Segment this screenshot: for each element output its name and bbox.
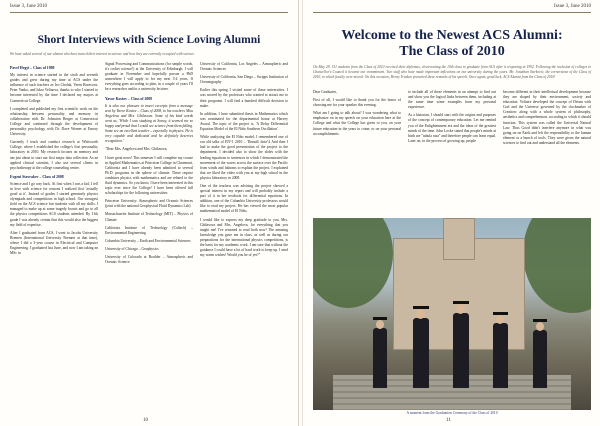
graduate-head <box>376 320 384 329</box>
graduate-head <box>536 322 544 331</box>
body-paragraph: Columbia University – Earth and Environmental Sciences <box>105 238 191 243</box>
graduate-cap <box>453 301 469 304</box>
body-paragraph: Signal Processing and Communications (for simple words, it's rocket science!) at the University of Edinburgh. I will graduate in November and hopefully pursue a PhD somewhere I will apply to for my next 3-4 years. If everything goes according to plan, in a couple of years I'll be a researcher and/or a university lecturer. <box>105 62 193 92</box>
body-paragraph: After I graduated from ACS, I went to Jacobs University Bremen (International University Bremen at that time), where I did a 3-year course in Electrical and Computer Engineering. I graduated last June, and now I am taking an MSc in <box>10 230 98 256</box>
body-paragraph: I completed and published my first scientific work on the relationship between personality and memory in collaboration with Dr. Johnston Berger at Connecticut College and continued through the development of personality psychology with Dr. Dave Werner at Emory University. <box>10 106 98 137</box>
body-paragraph: As a historian, I should start with the origins and purposes of the concept of contemporary education. Let me remind you of the Enlightenment era and the ideas of the greatest minds of the time. John Locke stated that people's minds at birth are "tabula rasa" and therefore people can learn equal. Later on, in the process of growing up, people <box>408 113 496 143</box>
section-subhead: Yavor Kostov – Class of 2008 <box>105 96 153 101</box>
body-paragraph: Massachusetts Institute of Technology (MIT) – Physics of Climate <box>105 212 193 222</box>
body-paragraph: Dear Graduates, <box>313 90 337 94</box>
graduate-head <box>416 309 425 319</box>
page-number-left: 10 <box>143 418 148 423</box>
tree <box>313 218 393 308</box>
graduate-figure <box>413 318 429 388</box>
graduate-cap <box>373 317 387 320</box>
header-rule <box>10 12 288 13</box>
body-paragraph: Earlier this spring I visited some of these universities. I was moved by the professors who wanted to attract me to their programs. I will find a hundred difficult decision to make. <box>200 88 288 108</box>
right-page-intro: On May 29, 151 students from the Class of 2010 received their diplomas, electrocuting the 10th class to graduate from ACS after it reopening in 1992. Following the inclusion of colleges in Chancellor's Council it became our commitment. Two staff who have made important inflections on our university during the years. Mr. Jonathan Sterkovic, the cornerstone of the Class of 2010, to which faculty were moved. On this occasion, Henry Truskov presented these remarks of his speech. Once again, good luck, ACS Alumni from the Class of 2010! <box>313 65 591 79</box>
body-paragraph: "Dear Mrs. Angelova and Mrs. Ghilasova, <box>105 147 168 152</box>
graduate-figure <box>493 323 508 388</box>
section-subhead: Pavel Hegyi – Class of 1998 <box>10 66 55 70</box>
right-column-1 <box>313 90 401 215</box>
body-paragraph: Princeton University: Atmospheric and Oceanic Sciences (joint with the national Geophysical Fluid Dynamics Lab) <box>105 199 193 209</box>
body-paragraph: First of all, I would like to thank you for the honor of choosing me for your speaker this evening. <box>313 98 401 108</box>
left-page-title: Short Interviews with Science Loving Alumni <box>37 34 261 46</box>
page-number-right: 11 <box>446 418 451 423</box>
graduation-photo <box>313 218 591 410</box>
graduate-cap <box>413 306 429 309</box>
photo-caption: A moment from the Graduation Ceremony of the Class of 2010 <box>406 411 498 415</box>
left-column-2 <box>105 62 193 402</box>
body-paragraph: I would like to express my deep gratitude to you, Mrs. Ghilasova and Mrs. Angelova, for everything that you taught me! I've returned to read both now! The amazing knowledge you gave me in class, as well as during our preparations for the international physics competitions, is the basis for my academic work. I am sure that without the guidance I could have a lot of hard work to keep up. I send my warm wishes! Would you be of yet?" <box>200 217 288 258</box>
right-column-3 <box>503 90 591 215</box>
body-paragraph: While analyzing the El Niño model, I remembered one of our old talks of EN^1 2010 – 'Donath' data^2 And then I had to make the good presentation of the project to the department. I decided also to show the slides with the leading equations to sentences in which I demonstrated the movement of the waves across the surface over the Pacific from winds and fathoms to explain the project. I explained that we liked the video with you at my high school in the physics laboratory in 2008. <box>200 135 288 180</box>
tree <box>523 218 591 313</box>
building-tower <box>443 218 475 260</box>
left-page-intro: We have asked several of our alumni who have turned their interest in science and how they are currently occupied with science. <box>10 52 195 56</box>
quote-paragraph: It is also our pleasure to insert excerpts from a message sent by Yavor Kostov – Class of 2008, to his teachers Miss Angelova and Mrs. Ghilasova. Some of his kind words went as, 'While I was studying at Sonoy, it seemed me so happy and proud that I could see science from them falling. Some see an excellent teacher – especially in physics. He is very capable and dedicated and he definitely deserves recognition.' <box>105 103 193 144</box>
body-paragraph: University of California, San Diego – Scripps Institution of Oceanography <box>200 75 288 85</box>
right-column-2 <box>408 90 496 215</box>
right-title-line-1: Welcome to the Newest ACS Alumni: <box>341 28 563 43</box>
header-rule <box>313 12 591 13</box>
graduate-figure <box>533 330 547 388</box>
graduate-head <box>456 304 465 314</box>
right-page-title <box>313 28 591 60</box>
left-column-3 <box>200 62 288 402</box>
body-paragraph: My interest in science started in the sixth and seventh grades and grew during my time at ACS under the influence of such teachers as Ivo Cholak, Veren Boresova, Peter Vanko, and Iskra Velinova, thanks to who I started to become interested by the time I declared my majors at Connecticut College. <box>10 73 98 103</box>
body-paragraph: University of California, Los Angeles – Atmospheric and Oceanic Sciences <box>200 62 288 72</box>
body-paragraph: What am I going to talk about? I was wondering what to emphasize on in my speech on your education here at the College and what the College has given to you, on your future education in the years to come, or on your personal accomplishments. <box>313 111 401 136</box>
body-paragraph: I have great news! This semester I will complete my course in Applied Mathematics at Princeton College in Claremont, California and I have already been admitted to several Ph.D. programs in the sphere of climate. These require combines physics with mathematics and are related to the fluid dynamics. So you know, I have been interested in this topic ever since the College! I have been offered full scholarships for the following universities: <box>105 155 193 196</box>
section-subhead: Evgeni Stavrakev – Class of 2008 <box>10 174 64 179</box>
body-paragraph: California Institute of Technology (Caltech) – Environmental Engineering <box>105 225 193 235</box>
left-column-1 <box>10 62 98 402</box>
right-page <box>302 0 600 426</box>
right-columns <box>313 90 591 215</box>
graduate-figure <box>453 313 469 388</box>
body-paragraph: University of Chicago – Geophysics <box>105 246 159 251</box>
body-paragraph: become different in their intellectual development because they are shaped by their environment, society and education. Voltaire developed the concept of Deism with God and the Universe governed by the clockmaker of Creation: along with a whole system of philosophy, aesthetics and comprehension, according to which it should function. This system was called the Universal Natural Law. Thus Good didn't interfere anymore in what was going on on Earth and left the responsibility to the human element or a bunch of tools. They were given the natural sciences to find out and understand all the elements. <box>503 90 591 145</box>
body-paragraph: In addition, I have submitted thesis in Mathematics which was nominated for the departmental honor at Harvey Award. The topic of the project is, 'A Delay Differential Equation Model of the El Niño Southern Oscillation'. <box>200 111 288 132</box>
graduate-head <box>496 315 504 324</box>
graduate-figure <box>373 328 387 388</box>
running-head-right: Issue 3, June 2010 <box>554 4 591 9</box>
graduate-cap <box>493 312 508 315</box>
graduate-cap <box>533 319 547 322</box>
body-paragraph: Science and I go way back. At first when I was a kid, I fell in love with science for reasons I realized first 'actually good at it'. Instead of grades I started genuinely physics olympiads and competitions in high school. Our strongest field on the ACS science fair students with all my skills. I managed to make up at some tragedy boosts and go to all the physics competitions ACS students attended. By 11th grade I was already certain that this would also the biggest my field of expertise. <box>10 181 98 227</box>
left-columns <box>10 62 288 402</box>
body-paragraph: to include all of these elements in an attempt to find out and show you the logical links between them, including at the same time some examples from my personal experience. <box>408 90 496 110</box>
body-paragraph: Currently I teach and conduct research at Whitworth College, where I established the college's first personality laboratory in 2010. My research focuses on memory and am just about to start our first major data collection. As an applied clinical scientist, I also use several clients in psychotherapy at the college counseling center. <box>10 140 98 170</box>
running-head-left: Issue 3, June 2010 <box>10 4 47 9</box>
right-title-line-2: The Class of 2010 <box>399 44 505 59</box>
body-paragraph: One of the teachers was advising the project showed a special interest in my report and will probably include a part of it in her textbook for differential equations. In addition, one of the Columbia University professors would like to read my project. He has viewed the most popular mathematical model of El Niño. <box>200 183 288 214</box>
left-page <box>0 0 299 426</box>
body-paragraph: University of Colorado at Boulder – Atmospheric and Oceanic Science <box>105 255 193 265</box>
